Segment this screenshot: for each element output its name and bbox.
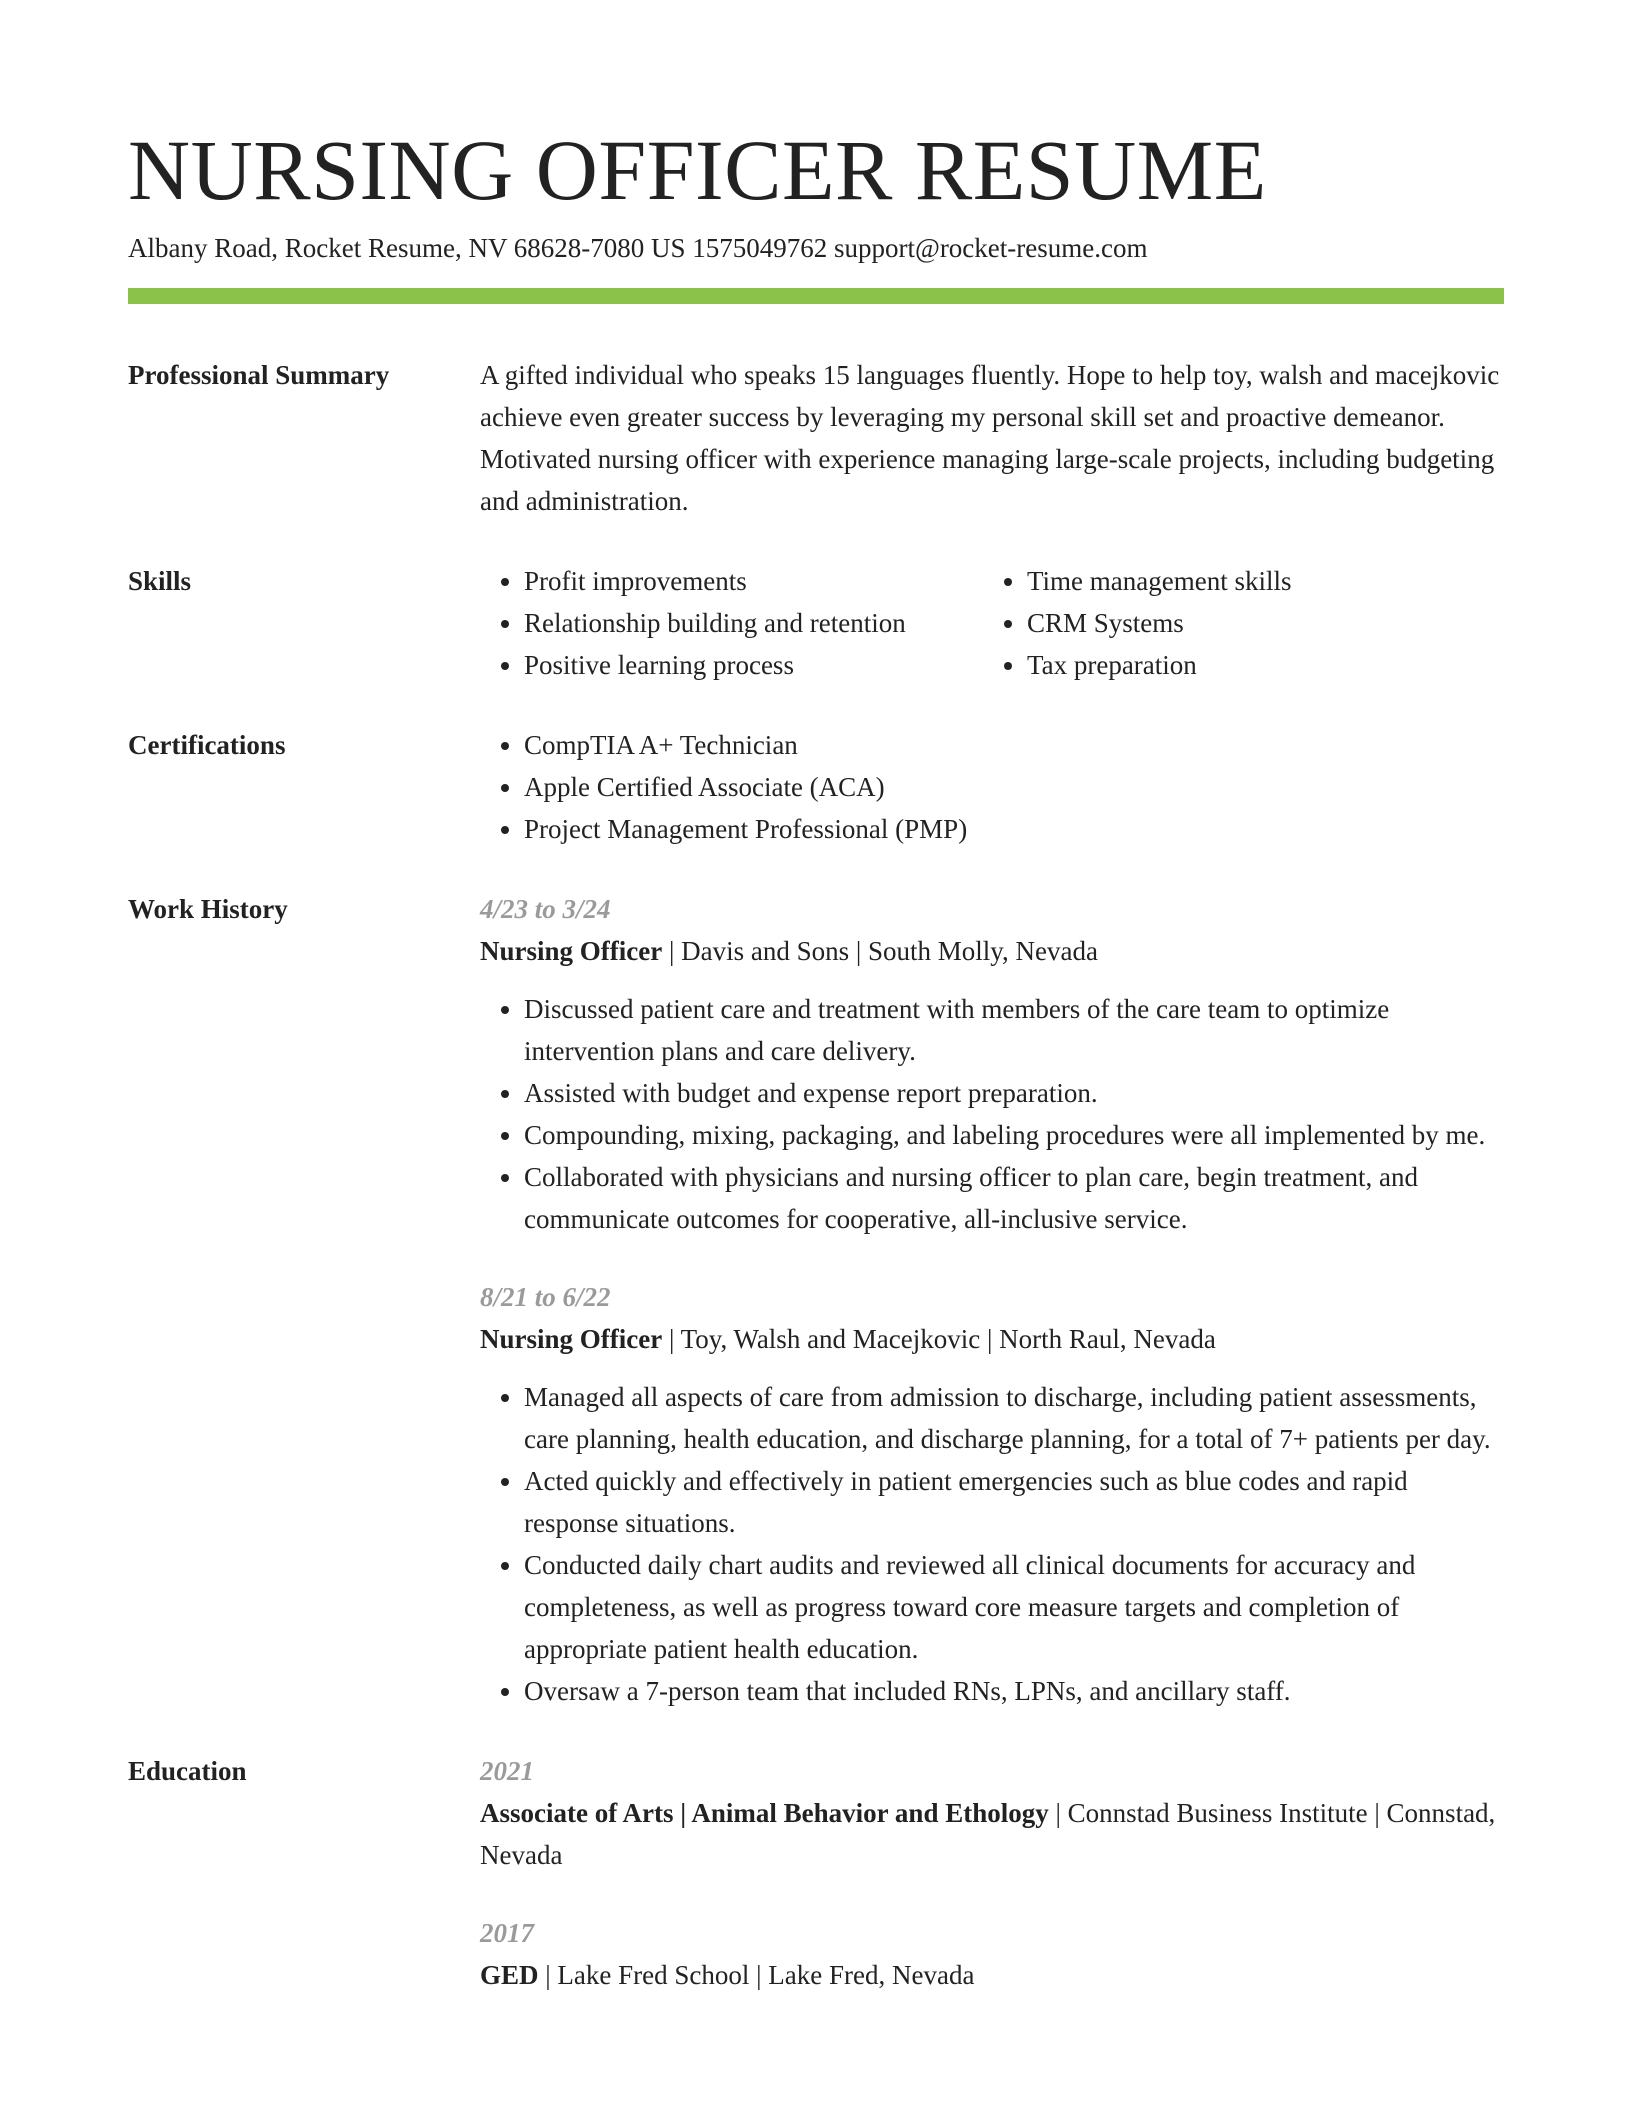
contact-line: Albany Road, Rocket Resume, NV 68628-7080 US 1575049762 support@rocket-resume.com (128, 233, 1148, 263)
job-title-line (480, 1318, 1504, 1360)
certification-item: • Apple Certified Associate (ACA) (524, 766, 1504, 808)
job-dates: 4/23 to 3/24 (480, 894, 611, 924)
section-title-summary: Professional Summary (128, 360, 390, 390)
summary-section (128, 354, 1504, 522)
education-school: | Connstad Business Institute | Connstad, Nevada (480, 1798, 1496, 1870)
certifications-section (128, 724, 1504, 850)
education-line (480, 1792, 1504, 1876)
education-section (128, 1750, 1504, 1996)
section-title-work-history: Work History (128, 894, 288, 924)
skill-item: • CRM Systems (1027, 602, 1504, 644)
job-employer: | Davis and Sons | South Molly, Nevada (662, 936, 1099, 966)
skill-item: • Relationship building and retention (524, 602, 983, 644)
education-year: 2021 (480, 1756, 534, 1786)
education-degree: GED (480, 1960, 539, 1990)
section-title-education: Education (128, 1756, 247, 1786)
job-duty: • Acted quickly and effectively in patient emergencies such as blue codes and rapid response situations. (524, 1460, 1504, 1544)
certifications-list (480, 724, 1504, 850)
summary-text: A gifted individual who speaks 15 languages fluently. Hope to help toy, walsh and macejkovic achieve even greater success by leveraging my personal skill set and proactive demeanor. Motivated nursing officer with experience managing large-scale projects, including budgeting and administration. (480, 360, 1500, 516)
job-employer: | Toy, Walsh and Macejkovic | North Raul, Nevada (662, 1324, 1216, 1354)
skill-item: • Positive learning process (524, 644, 983, 686)
certification-item: • Project Management Professional (PMP) (524, 808, 1504, 850)
skills-section (128, 560, 1504, 686)
job-role: Nursing Officer (480, 936, 663, 966)
education-degree: Associate of Arts | Animal Behavior and Ethology (480, 1798, 1049, 1828)
job-duty: • Discussed patient care and treatment with members of the care team to optimize intervention plans and care delivery. (524, 988, 1504, 1072)
header-divider (128, 288, 1504, 304)
job-entry (480, 888, 1504, 1240)
job-title-line (480, 930, 1504, 972)
resume-page (128, 120, 1504, 2034)
education-line (480, 1954, 1504, 1996)
resume-title: NURSING OFFICER RESUME (128, 122, 1267, 218)
job-duty: • Managed all aspects of care from admission to discharge, including patient assessments, care planning, health education, and discharge planning, for a total of 7+ patients per day. (524, 1376, 1504, 1460)
section-title-skills: Skills (128, 566, 192, 596)
job-entry (480, 1276, 1504, 1712)
job-dates: 8/21 to 6/22 (480, 1282, 611, 1312)
job-duties-list (480, 988, 1504, 1240)
work-history-section (128, 888, 1504, 1712)
skill-item: • Profit improvements (524, 560, 983, 602)
job-duty: • Conducted daily chart audits and reviewed all clinical documents for accuracy and completeness, as well as progress toward core measure targets and completion of appropriate patient health education. (524, 1544, 1504, 1670)
certification-item: • CompTIA A+ Technician (524, 724, 1504, 766)
section-title-certifications: Certifications (128, 730, 286, 760)
education-school: | Lake Fred School | Lake Fred, Nevada (538, 1960, 975, 1990)
job-duty: • Collaborated with physicians and nursing officer to plan care, begin treatment, and communicate outcomes for cooperative, all-inclusive service. (524, 1156, 1504, 1240)
education-year: 2017 (480, 1918, 534, 1948)
skills-list-right (983, 560, 1504, 686)
education-entry (480, 1750, 1504, 1876)
job-duty: • Compounding, mixing, packaging, and labeling procedures were all implemented by me. (524, 1114, 1504, 1156)
skill-item: • Time management skills (1027, 560, 1504, 602)
job-duty: • Oversaw a 7-person team that included RNs, LPNs, and ancillary staff. (524, 1670, 1504, 1712)
job-role: Nursing Officer (480, 1324, 663, 1354)
job-duties-list (480, 1376, 1504, 1712)
education-entry (480, 1912, 1504, 1996)
skill-item: • Tax preparation (1027, 644, 1504, 686)
skills-list-left (480, 560, 983, 686)
job-duty: • Assisted with budget and expense report preparation. (524, 1072, 1504, 1114)
